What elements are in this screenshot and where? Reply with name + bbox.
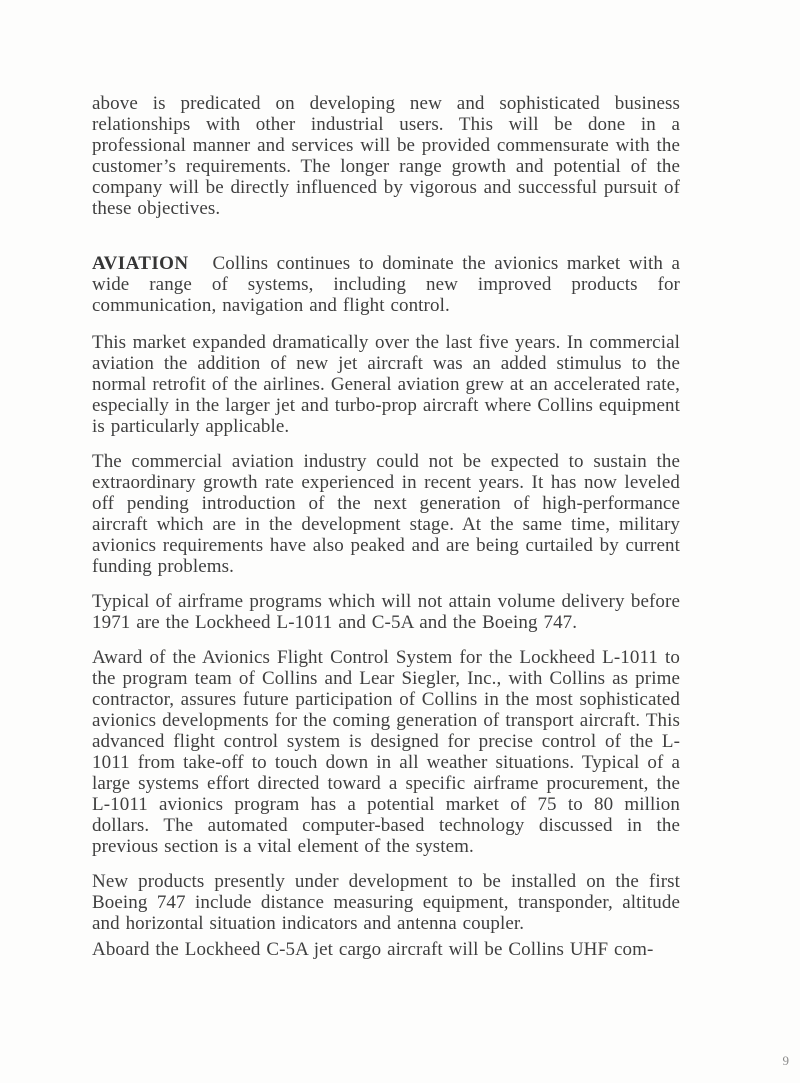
section-heading-aviation: AVIATION xyxy=(92,253,189,274)
paragraph-growth-rate: The commercial aviation industry could not be expected to sustain the extraordinary growth rate experienced in recent years. It has now leveled off pending introduction of the next generation of high-performance aircraft which are in the development stage. At the same time, military avionics requirements have also peaked and are being curtailed by current funding problems. xyxy=(92,451,680,577)
paragraph-business-relationships: above is predicated on developing new and sophisticated business relationships with other industrial users. This will be done in a professional manner and services will be provided commensurate with the customer’s requirements. The longer range growth and potential of the company will be directly influenced by vigorous and successful pursuit of these objectives. xyxy=(92,93,680,219)
paragraph-aviation-intro xyxy=(92,253,680,316)
paragraph-airframe-programs: Typical of airframe programs which will not attain volume delivery before 1971 are the Lockheed L-1011 and C-5A and the Boeing 747. xyxy=(92,591,680,633)
paragraph-boeing-747-products: New products presently under development to be installed on the first Boeing 747 include distance measuring equipment, transponder, altitude and horizontal situation indicators and antenna coupler. xyxy=(92,871,680,934)
paragraph-c5a-cargo: Aboard the Lockheed C-5A jet cargo aircraft will be Collins UHF com- xyxy=(92,939,654,960)
paragraph-aviation-intro-text: Collins continues to dominate the avionics market with a wide range of systems, including new improved products for communication, navigation and flight control. xyxy=(92,253,680,316)
paragraph-market-expansion: This market expanded dramatically over the last five years. In commercial aviation the addition of new jet aircraft was an added stimulus to the normal retrofit of the airlines. General aviation grew at an accelerated rate, especially in the larger jet and turbo-prop aircraft where Collins equipment is particularly applicable. xyxy=(92,332,680,437)
paragraph-flight-control-award: Award of the Avionics Flight Control System for the Lockheed L-1011 to the program team of Collins and Lear Siegler, Inc., with Collins as prime contractor, assures future participation of Collins in the most sophisticated avionics developments for the coming generation of transport aircraft. This advanced flight control system is designed for precise control of the L-1011 from take-off to touch down in all weather situations. Typical of a large systems effort directed toward a specific airframe procurement, the L-1011 avionics program has a potential market of 75 to 80 million dollars. The automated computer-based technology discussed in the previous section is a vital element of the system. xyxy=(92,647,680,857)
text-column xyxy=(92,93,680,974)
page-number: 9 xyxy=(782,1053,789,1068)
